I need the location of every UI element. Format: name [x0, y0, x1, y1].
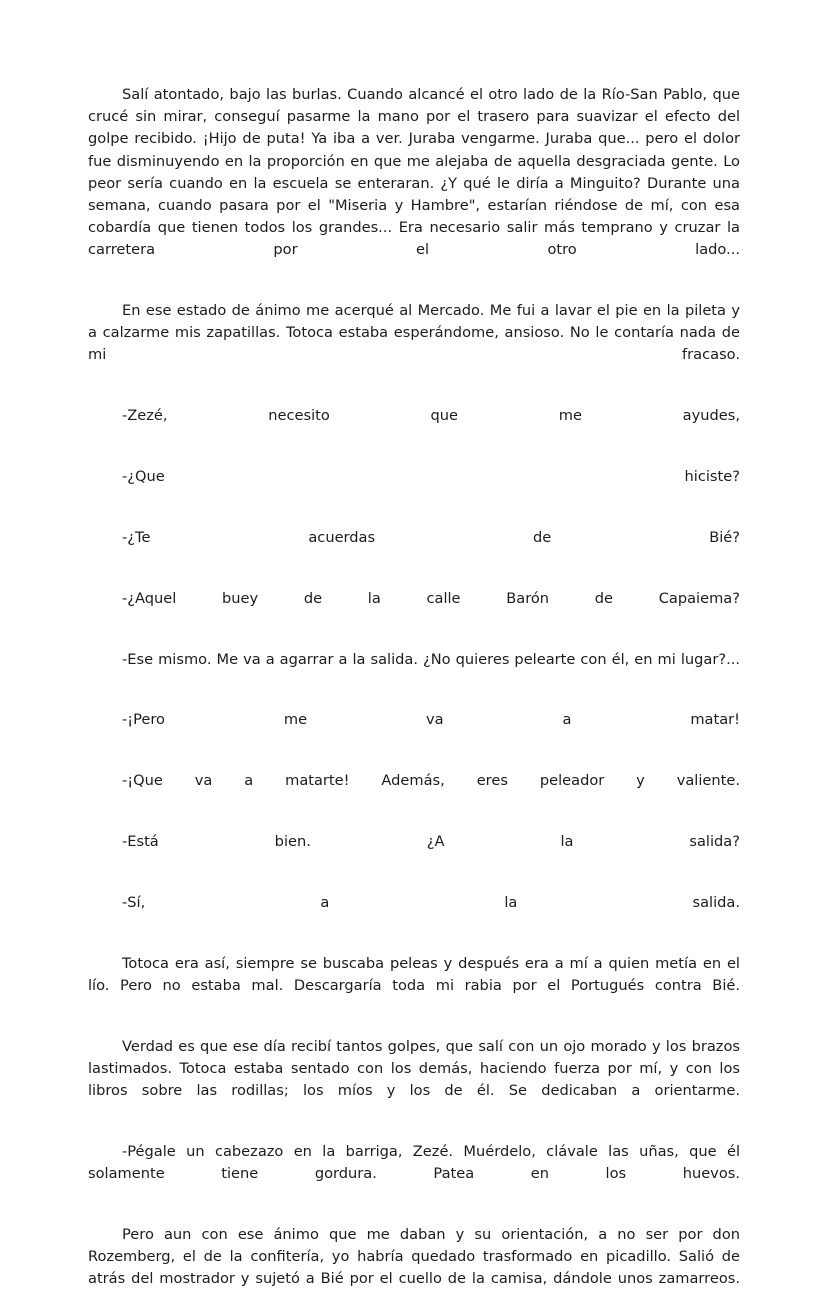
paragraph: Totoca era así, siempre se buscaba peleas y después era a mí a quien metía en el lío. Pero no estaba mal. Descargaría toda mi rabia por el Portugués contra Bié. [88, 954, 740, 994]
dialogue-line: -Zezé, necesito que me ayudes, [122, 407, 740, 425]
paragraph: En ese estado de ánimo me acerqué al Mercado. Me fui a lavar el pie en la pileta y a calzarme mis zapatillas. Totoca estaba esperándome, ansioso. No le contaría nada de mi fracaso. [88, 302, 740, 364]
dialogue-line: -¿Que hiciste? [122, 468, 740, 486]
paragraph: Salí atontado, bajo las burlas. Cuando alcancé el otro lado de la Río-San Pablo, que crucé sin mirar, conseguí pasarme la mano por el trasero para suavizar el efecto del golpe recibido. ¡Hijo de puta! Ya iba a ver. Juraba vengarme. Juraba que... pero el dolor fue disminuyendo en la proporción en que me alejaba de aquella desgraciada gente. Lo peor sería cuando en la escuela se enteraran. ¿Y qué le diría a Minguito? Durante una semana, cuando pasara por el "Miseria y Hambre", estarían riéndose de mí, con esa cobardía que tienen todos los grandes... Era necesario salir más temprano y cruzar la carretera por el otro lado... [88, 86, 740, 259]
dialogue-line: -Pégale un cabezazo en la barriga, Zezé. Muérdelo, clávale las uñas, que él solamente tiene gordura. Patea en los huevos. [88, 1143, 740, 1183]
document-text-body [88, 84, 740, 1313]
dialogue-line: -¡Que va a matarte! Además, eres peleador y valiente. [122, 772, 740, 790]
dialogue-line: -¿Te acuerdas de Bié? [122, 528, 740, 546]
paragraph: Pero aun con ese ánimo que me daban y su orientación, a no ser por don Rozemberg, el de la confitería, yo habría quedado trasformado en picadillo. Salió de atrás del mostrador y sujetó a Bié por el cuello de la camisa, dándole unos zamarreos. [88, 1226, 740, 1288]
dialogue-line: -Sí, a la salida. [122, 893, 740, 911]
dialogue-line: -¿Aquel buey de la calle Barón de Capaiema? [122, 589, 740, 607]
dialogue-line: -Ese mismo. Me va a agarrar a la salida. ¿No quieres pelearte con él, en mi lugar?... [122, 650, 740, 668]
dialogue-line: -¡Pero me va a matar! [122, 711, 740, 729]
paragraph: Verdad es que ese día recibí tantos golpes, que salí con un ojo morado y los brazos lastimados. Totoca estaba sentado con los demás, haciendo fuerza por mí, y con los libros sobre las rodillas; los míos y los de él. Se dedicaban a orientarme. [88, 1037, 740, 1100]
dialogue-line: -Está bien. ¿A la salida? [122, 833, 740, 851]
